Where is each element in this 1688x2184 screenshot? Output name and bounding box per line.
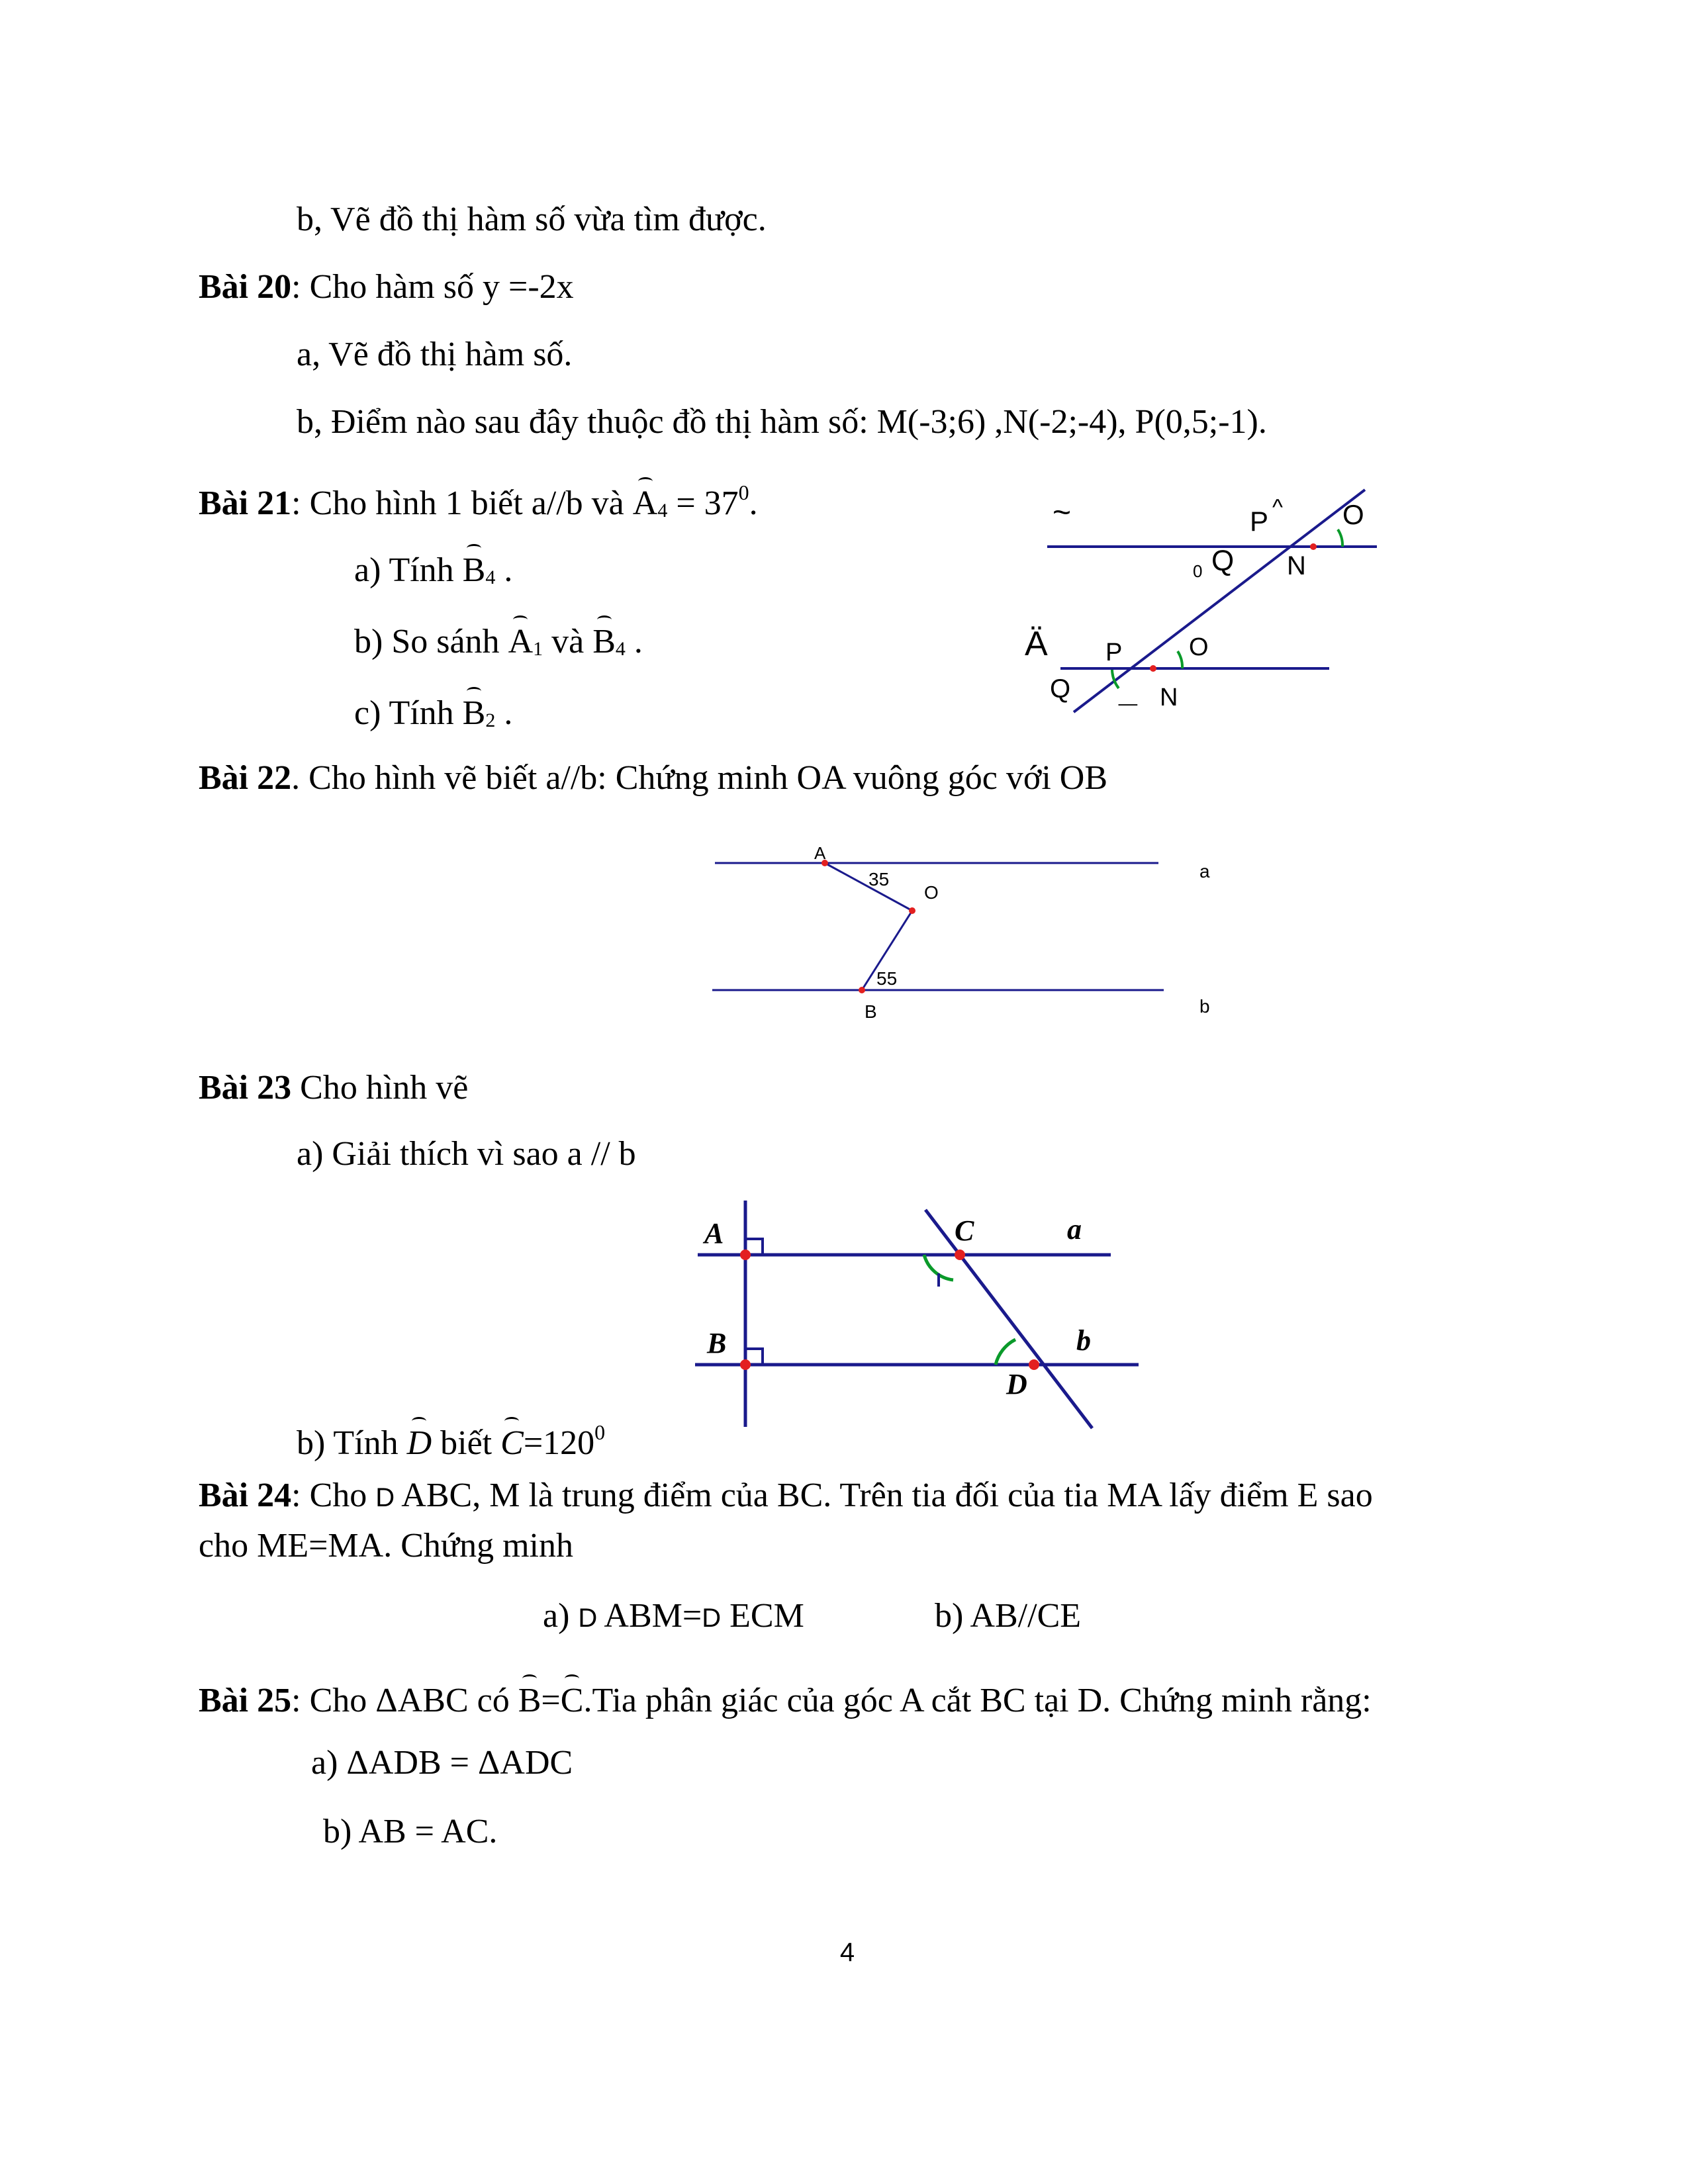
point-c <box>955 1250 965 1260</box>
exercise-24 <box>199 1475 1373 1519</box>
transversal <box>1074 490 1365 712</box>
angle-symbol: B <box>463 687 486 735</box>
exercise-text: . <box>749 484 758 522</box>
exercise-label: Bài 23 <box>199 1069 292 1107</box>
point-b <box>859 987 865 993</box>
label: N <box>1287 551 1306 580</box>
angle-subscript: 4 <box>615 638 626 660</box>
angle-subscript: 4 <box>657 500 668 522</box>
angle-arc <box>1178 651 1182 668</box>
label: ^ <box>1272 495 1283 520</box>
label: O <box>1189 633 1209 661</box>
question-text: b) Tính <box>297 1424 407 1462</box>
angle-symbol: D <box>407 1417 432 1465</box>
question-text: b) So sánh <box>354 623 508 660</box>
question-text: . <box>495 694 513 732</box>
question-b: b) AB//CE <box>935 1597 1082 1635</box>
angle-subscript: 4 <box>485 567 496 588</box>
angle-subscript: 2 <box>485 709 496 731</box>
angle-arc <box>1338 529 1342 547</box>
triangle-symbol: D <box>702 1604 722 1633</box>
angle-symbol: A <box>508 615 534 663</box>
label: O <box>1342 499 1364 530</box>
text-line: cho ME=MA. Chứng minh <box>199 1527 573 1565</box>
degree-mark: 0 <box>738 480 749 504</box>
exercise-text: : Cho hình 1 biết a//b và <box>291 484 633 522</box>
label: _ <box>1119 672 1137 709</box>
point <box>1310 543 1317 550</box>
exercise-text: Cho hình vẽ <box>291 1069 469 1107</box>
label: C <box>955 1214 974 1247</box>
question-b <box>297 1411 605 1465</box>
label: a <box>1067 1213 1082 1246</box>
question-text: ECM <box>721 1597 804 1635</box>
label: A <box>814 843 826 863</box>
label: P <box>1250 506 1269 537</box>
question-b <box>354 615 643 670</box>
angle-symbol: A <box>633 477 658 525</box>
exercise-text: = 37 <box>667 484 739 522</box>
angle-symbol: B <box>463 544 486 592</box>
text-line: b, Vẽ đồ thị hàm số vừa tìm được. <box>297 201 767 238</box>
label: 35 <box>868 869 890 889</box>
text-line: b, Điểm nào sau đây thuộc đồ thị hàm số: M(-3;6) ,N(-2;-4), P(0,5;-1). <box>297 403 1267 441</box>
exercise-label: Bài 22 <box>199 759 292 797</box>
text-line: a) Giải thích vì sao a // b <box>297 1135 636 1173</box>
question-text: . <box>625 623 643 660</box>
exercise-label: Bài 21 <box>199 484 292 522</box>
question-a <box>354 544 512 599</box>
angle-arc <box>996 1340 1015 1365</box>
triangle-symbol: Δ <box>375 1682 398 1719</box>
figure-23 <box>682 1191 1145 1443</box>
label: 55 <box>876 968 898 989</box>
exercise-text: .Tia phân giác của góc A cắt BC tại D. Chứng minh rằng: <box>583 1682 1372 1719</box>
label: a <box>1199 861 1210 882</box>
exercise-text: ABC có <box>397 1682 518 1719</box>
exercise-label: Bài 24 <box>199 1477 292 1514</box>
point <box>1150 665 1156 672</box>
point-b <box>740 1359 751 1370</box>
point-d <box>1029 1359 1039 1370</box>
label: B <box>865 1001 877 1022</box>
page-number: 4 <box>839 1938 855 1967</box>
exercise-25 <box>199 1674 1372 1722</box>
exercise-23 <box>199 1067 468 1109</box>
label: Ä <box>1025 625 1048 663</box>
label: 0 <box>1193 561 1203 581</box>
angle-subscript: 1 <box>533 638 543 660</box>
exercise-text: = <box>541 1682 561 1719</box>
question-a <box>543 1595 804 1639</box>
exercise-text: : Cho hàm số y =-2x <box>291 268 574 306</box>
question-text: . <box>495 551 513 589</box>
label: B <box>707 1327 727 1359</box>
angle-symbol: C <box>561 1674 584 1722</box>
question-a: a) ΔADB = ΔADC <box>311 1744 573 1782</box>
label: b <box>1199 996 1210 1017</box>
question-text: =120 <box>523 1424 595 1462</box>
exercise-21 <box>199 471 758 532</box>
question-text: a) Tính <box>354 551 463 589</box>
question-text: c) Tính <box>354 694 463 732</box>
angle-symbol: C <box>500 1417 524 1465</box>
triangle-symbol: D <box>578 1604 598 1633</box>
question-text: và <box>543 623 593 660</box>
exercise-22 <box>199 757 1107 799</box>
angle-symbol: B <box>518 1674 541 1722</box>
degree-mark: 0 <box>594 1420 606 1444</box>
label: A <box>704 1217 724 1250</box>
label: N <box>1160 684 1178 711</box>
label: D <box>1006 1368 1027 1400</box>
exercise-text: ABC, M là trung điểm của BC. Trên tia đối của tia MA lấy điểm E sao <box>395 1477 1373 1514</box>
exercise-text: : Cho <box>291 1682 376 1719</box>
question-text: biết <box>432 1424 501 1462</box>
label: ~ <box>1053 495 1072 530</box>
figure-21 <box>1019 477 1390 728</box>
question-c <box>354 687 512 742</box>
point-o <box>909 907 915 914</box>
label: Q <box>1211 545 1235 577</box>
point-a <box>740 1250 751 1260</box>
question-text: ABM= <box>597 1597 702 1635</box>
figure-22 <box>695 838 1244 1036</box>
exercise-label: Bài 25 <box>199 1682 292 1719</box>
exercise-text: : Cho <box>291 1477 376 1514</box>
exercise-20 <box>199 266 574 308</box>
label: Q <box>1050 674 1071 704</box>
label: b <box>1076 1324 1091 1357</box>
label: O <box>924 882 939 903</box>
exercise-text: . Cho hình vẽ biết a//b: Chứng minh OA vuông góc với OB <box>291 759 1108 797</box>
exercise-label: Bài 20 <box>199 268 292 306</box>
triangle-symbol: D <box>375 1483 395 1512</box>
text-line: a, Vẽ đồ thị hàm số. <box>297 336 573 373</box>
question-text: a) <box>543 1597 579 1635</box>
label: P <box>1105 639 1123 666</box>
angle-symbol: B <box>592 615 616 663</box>
question-b: b) AB = AC. <box>323 1813 498 1850</box>
